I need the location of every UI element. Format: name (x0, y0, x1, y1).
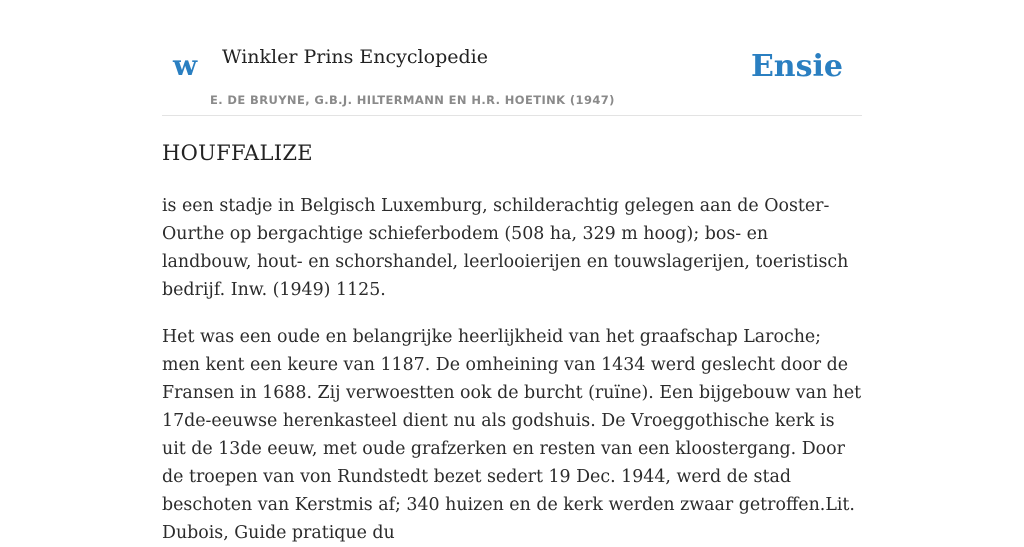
article-headword: HOUFFALIZE (162, 141, 313, 165)
winkler-prins-logo[interactable]: w (173, 49, 198, 82)
article-paragraph: Het was een oude en belangrijke heerlijkheid van het graafschap Laroche; men kent een keure van 1187. De omheining van 1434 werd geslecht door de Fransen in 1688. Zij verwoestten ook de burcht (ruïne). Een bijgebouw van het 17de-eeuwse herenkasteel dient nu als godshuis. De Vroeggothische kerk is uit de 13de eeuw, met oude grafzerken en resten van een kloostergang. Door de troepen van von Rundstedt bezet sedert 19 Dec. 1944, werd de stad beschoten van Kerstmis af; 340 huizen en de kerk werden zwaar getroffen.Lit. Dubois, Guide pratique du (162, 327, 862, 543)
source-authors: E. DE BRUYNE, G.B.J. HILTERMANN EN H.R. HOETINK (1947) (210, 93, 615, 107)
ensie-logo[interactable]: Ensie (750, 49, 843, 84)
source-title[interactable]: Winkler Prins Encyclopedie (222, 46, 488, 68)
article-paragraph: is een stadje in Belgisch Luxemburg, schilderachtig gelegen aan de Ooster-Ourthe op bergachtige schieferbodem (508 ha, 329 m hoog); bos- en landbouw, hout- en schorshandel, leerlooierijen en touwslagerijen, toeristisch bedrijf. Inw. (1949) 1125. (162, 196, 849, 300)
page-container (162, 0, 862, 543)
header (162, 0, 862, 116)
